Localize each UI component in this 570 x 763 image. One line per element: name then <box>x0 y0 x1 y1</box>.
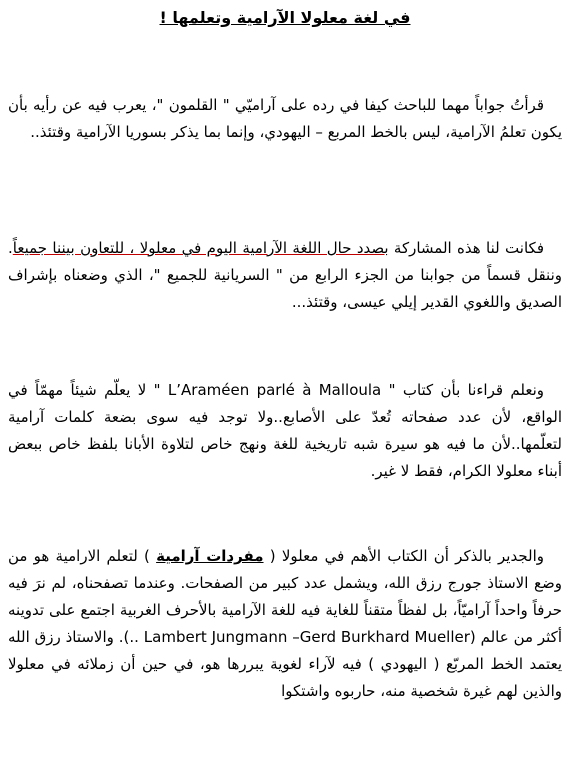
paragraph-2 <box>8 235 562 316</box>
paragraph-4-text-middle: ) لتعلم الارامية هو من وضع الاستاذ جورج رزق الله، ويشمل عدد كبير من الصفحات. وعندما تصفحناه، لم نرَ فيه حرفاً واحداً آراميّاً، بل لفظاً متقناً للغاية فيه للغة الآرامية بالأحرف الغربية اجتمع على تدوينه أكثر من عالم ( <box>8 547 562 646</box>
paragraph-1 <box>8 92 562 146</box>
paragraph-2-text-before: فكانت لنا هذه المشاركة <box>388 239 544 257</box>
paragraph-3-text-before: ونعلم قراءنا بأن كتاب " <box>381 381 544 399</box>
paragraph-3-text-after: " لا يعلّم شيئاً مهمّاً في الواقع، لأن عدد صفحاته تُعدّ على الأصابع..ولا توجد فيه سوى بضعة كلمات آرامية لتعلّمها..لأن ما فيه هو سيرة شبه تاريخية للغة ونهج خاص لتلاوة الأبانا بلفظ خاص ببعض أبناء معلولا الكرام، فقط لا غير. <box>8 381 562 480</box>
paragraph-4-text-after: ..). والاستاذ رزق الله يعتمد الخط المربّع ( اليهودي ) فيه لآراء لغوية يبررها هو، في حين أن زملائه في معلولا والذين لهم غيرة شخصية منه، حاربوه واشتكوا <box>8 628 562 700</box>
paragraph-2-underlined-text: بصدد حال اللغة الآرامية اليوم في معلولا ، للتعاون بيننا جميعاً <box>12 239 389 257</box>
paragraph-3 <box>8 377 562 485</box>
paragraph-4 <box>8 543 562 705</box>
paragraph-2-text-after: . وننقل قسماً من جوابنا من الجزء الرابع من " السريانية للجميع "، الذي وضعناه بإشراف الصديق واللغوي القدير إيلي عيسى، وقتئذ... <box>8 239 562 311</box>
paragraph-1-text: قرأتُ جواباً مهما للباحث كيفا في رده على آراميّي " القلمون "، يعرب فيه عن رأيه بأن يكون تعلمُ الآرامية، ليس بالخط المربع – اليهودي، وإنما بما يذكر بسوريا الآرامية وقتئذ.. <box>8 96 562 141</box>
book-title-bold: مفردات آرامية <box>156 547 264 565</box>
book-title-latin: L’Araméen parlé à Malloula <box>167 381 382 399</box>
author-names-latin: Lambert Jungmann –Gerd Burkhard Mueller <box>143 628 470 646</box>
paragraph-4-text-before: والجدير بالذكر أن الكتاب الأهم في معلولا ( <box>263 547 544 565</box>
document-title: في لغة معلولا الآرامية وتعلمها ! <box>159 8 411 27</box>
